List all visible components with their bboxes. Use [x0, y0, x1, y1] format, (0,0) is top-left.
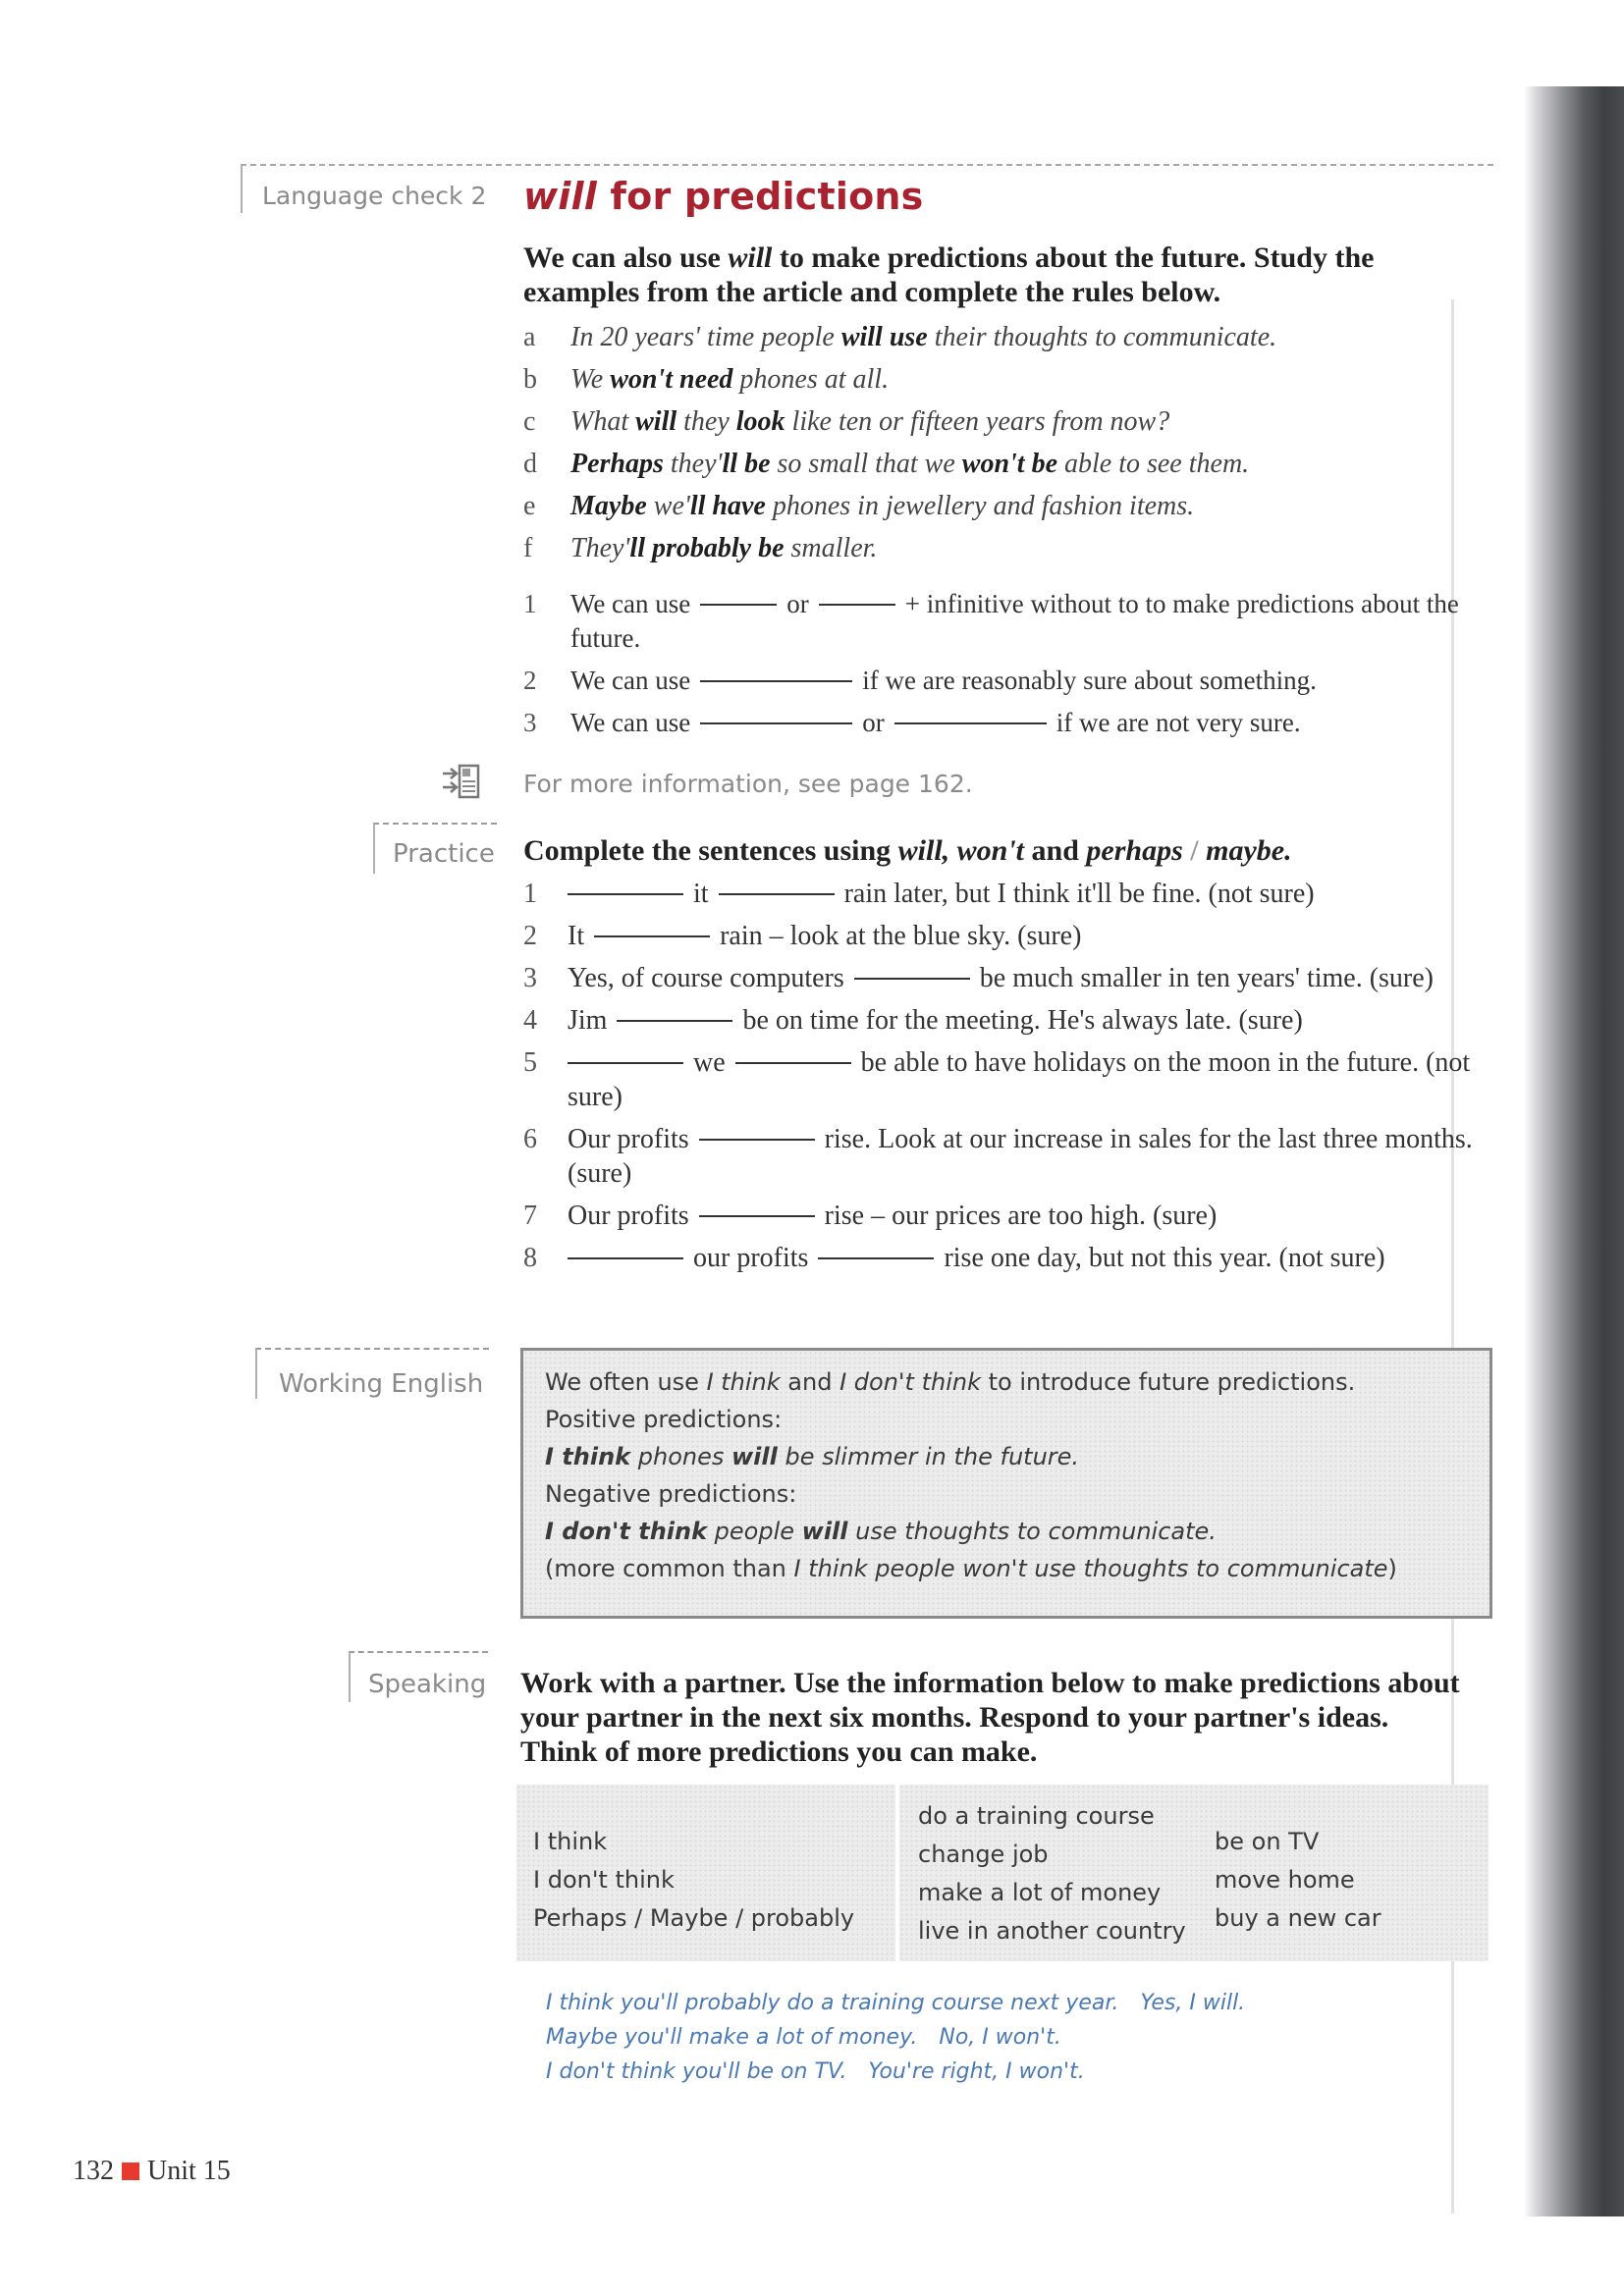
example-plain: like ten or fifteen years from now?: [785, 406, 1170, 437]
practice-text: be able to have holidays on the moon in the future. (not sure): [568, 1047, 1471, 1112]
we-text: ): [1387, 1555, 1397, 1582]
example-bold: will: [635, 406, 677, 437]
we-text: (more common than: [545, 1555, 794, 1582]
practice-number: 1: [523, 879, 537, 909]
rule-text: if we are not very sure.: [1056, 708, 1301, 737]
table-cell: move home: [1215, 1866, 1355, 1894]
rule-text: We can use: [570, 666, 691, 695]
working-english-box: [520, 1348, 1492, 1619]
example-plain: They': [570, 533, 630, 563]
answer-blank[interactable]: [854, 977, 970, 980]
rule-number: 2: [523, 666, 537, 695]
example-bold: won't be: [961, 449, 1057, 479]
practice-number: 3: [523, 963, 537, 993]
book-gutter-shadow: [1524, 86, 1624, 2216]
table-cell: make a lot of money: [918, 1879, 1162, 1906]
answer-blank[interactable]: [735, 1061, 851, 1064]
example-sentence: [523, 485, 1446, 527]
example-bold: ll be: [722, 449, 771, 479]
we-bold: will: [801, 1518, 848, 1545]
practice-item: [523, 1241, 1495, 1275]
practice-item: [523, 1003, 1495, 1038]
we-text: use thoughts to communicate.: [847, 1518, 1217, 1545]
practice-text: rise – our prices are too high. (sure): [824, 1201, 1218, 1231]
example-question: I think you'll probably do a training course next year.: [546, 1991, 1119, 2015]
we-text: people: [707, 1518, 802, 1545]
page-title: [523, 175, 923, 218]
we-line: Negative predictions:: [545, 1480, 797, 1508]
example-bold: Perhaps: [570, 449, 664, 479]
we-text: and: [780, 1368, 840, 1396]
speaking-label-box: [349, 1651, 488, 1702]
example-dialogue: [546, 2055, 1245, 2089]
example-response: Yes, I will.: [1140, 1991, 1246, 2015]
practice-item: [523, 1045, 1495, 1114]
example-question: Maybe you'll make a lot of money.: [546, 2025, 918, 2050]
we-italic: I don't think: [839, 1368, 981, 1396]
intro-text: [523, 240, 1486, 309]
example-bold: ll probably be: [629, 533, 785, 563]
example-text: [570, 491, 1194, 521]
working-english-label: Working English: [279, 1369, 484, 1399]
example-plain: What: [570, 406, 636, 437]
table-divider: [895, 1785, 899, 1961]
example-letter: b: [523, 364, 537, 395]
example-plain: phones at all.: [732, 364, 890, 395]
example-question: I don't think you'll be on TV.: [546, 2059, 847, 2084]
practice-text: it: [693, 879, 709, 909]
practice-number: 6: [523, 1124, 537, 1154]
page-number: 132: [73, 2156, 114, 2186]
cross-reference-icon: [441, 763, 482, 805]
table-cell: I think: [533, 1828, 608, 1855]
example-dialogue: [546, 1986, 1245, 2020]
example-plain: able to see them.: [1057, 449, 1250, 479]
we-bold: I don't think: [545, 1518, 708, 1545]
answer-blank[interactable]: [568, 1256, 683, 1259]
unit-label: Unit 15: [147, 2156, 231, 2186]
rule-text: or: [786, 589, 809, 618]
we-text: to introduce future predictions.: [980, 1368, 1356, 1396]
practice-item: [523, 1199, 1495, 1233]
rule-number: 3: [523, 708, 537, 737]
example-plain: we': [646, 491, 690, 521]
table-cell: be on TV: [1215, 1828, 1320, 1855]
rule-item: [523, 587, 1486, 656]
we-text: be slimmer in the future.: [777, 1443, 1080, 1470]
practice-text: Jim: [568, 1005, 608, 1036]
example-bold: will use: [840, 322, 928, 352]
speaking-label: Speaking: [368, 1670, 487, 1699]
we-line: Positive predictions:: [545, 1406, 783, 1433]
language-check-label-box: [241, 164, 517, 213]
practice-item: [523, 961, 1495, 995]
practice-text: Our profits: [568, 1124, 689, 1154]
answer-blank[interactable]: [699, 1138, 815, 1141]
speaking-instruction: Work with a partner. Use the information below to make predictions about your partner in the next six months. Respond to your partner's ideas. Think of more predictions you can make.: [520, 1667, 1460, 1768]
title-rest: for predictions: [596, 175, 924, 218]
we-bold: will: [731, 1443, 778, 1470]
example-letter: f: [523, 533, 533, 563]
example-plain: they: [677, 406, 736, 437]
example-text: [570, 406, 1169, 437]
practice-text: rain – look at the blue sky. (sure): [720, 921, 1082, 951]
rule-text: We can use: [570, 589, 691, 618]
answer-blank[interactable]: [700, 721, 852, 724]
we-line: [545, 1518, 1217, 1545]
we-bold: I think: [545, 1443, 631, 1470]
table-cell: Perhaps / Maybe / probably: [533, 1904, 855, 1932]
answer-blank[interactable]: [700, 679, 852, 682]
example-bold: ll have: [689, 491, 766, 521]
example-bold: Maybe: [570, 491, 647, 521]
practice-text: be much smaller in ten years' time. (sure): [979, 963, 1434, 993]
practice-label-box: [373, 823, 497, 874]
instr-italic: maybe.: [1206, 834, 1292, 867]
practice-item: [523, 877, 1495, 911]
answer-blank[interactable]: [700, 603, 777, 606]
practice-item: [523, 1122, 1495, 1191]
rule-text: We can use: [570, 708, 691, 737]
table-cell: I don't think: [533, 1866, 675, 1894]
page-footer: [73, 2156, 231, 2187]
rule-text: + infinitive without to to make predictions about the future.: [570, 589, 1459, 653]
example-plain: In 20 years' time people: [570, 322, 841, 352]
language-check-label: Language check 2: [262, 182, 487, 210]
practice-text: our profits: [693, 1243, 809, 1273]
practice-text: we: [693, 1047, 726, 1078]
speaking-examples: [546, 1986, 1245, 2089]
example-plain: so small that we: [770, 449, 962, 479]
answer-blank[interactable]: [568, 892, 683, 895]
table-cell: do a training course: [918, 1802, 1155, 1830]
practice-number: 5: [523, 1047, 537, 1078]
practice-text: rise. Look at our increase in sales for the last three months. (sure): [568, 1124, 1473, 1189]
we-line: [545, 1443, 1079, 1470]
instr-italic: will, won't: [897, 834, 1025, 867]
example-plain: their thoughts to communicate.: [927, 322, 1277, 352]
we-text: We often use: [545, 1368, 707, 1396]
example-letter: e: [523, 491, 536, 521]
practice-label: Practice: [393, 839, 495, 869]
example-text: [570, 364, 889, 395]
example-sentence: [523, 358, 1446, 400]
practice-text: rain later, but I think it'll be fine. (not sure): [843, 879, 1315, 909]
answer-blank[interactable]: [699, 1214, 815, 1217]
practice-text: be on time for the meeting. He's always late. (sure): [742, 1005, 1303, 1036]
practice-number: 2: [523, 921, 537, 951]
more-info[interactable]: [441, 764, 973, 803]
rule-text: if we are reasonably sure about something.: [862, 666, 1317, 695]
practice-text: It: [568, 921, 585, 951]
answer-blank[interactable]: [719, 892, 835, 895]
practice-text: Yes, of course computers: [568, 963, 844, 993]
we-line: [545, 1555, 1397, 1582]
example-letter: c: [523, 406, 536, 437]
practice-instruction: [523, 834, 1292, 868]
answer-blank[interactable]: [594, 934, 710, 937]
intro-part: We can also use: [523, 241, 729, 274]
answer-blank[interactable]: [818, 1256, 934, 1259]
example-dialogue: [546, 2020, 1245, 2055]
intro-italic: will: [728, 241, 773, 274]
instr-slash: /: [1182, 834, 1207, 867]
practice-number: 8: [523, 1243, 537, 1273]
example-response: No, I won't.: [939, 2025, 1061, 2050]
examples-list: [523, 316, 1446, 569]
instr-italic: perhaps: [1086, 834, 1183, 867]
example-text: [570, 322, 1276, 352]
table-cell: buy a new car: [1215, 1904, 1381, 1932]
example-sentence: [523, 400, 1446, 443]
example-letter: d: [523, 449, 537, 479]
answer-blank[interactable]: [819, 603, 895, 606]
example-sentence: [523, 527, 1446, 569]
we-italic: I think: [706, 1368, 781, 1396]
we-line: [545, 1368, 1355, 1396]
example-plain: smaller.: [784, 533, 878, 563]
example-text: [570, 533, 877, 563]
instr-part: and: [1024, 834, 1087, 867]
rule-text: or: [862, 708, 885, 737]
practice-number: 4: [523, 1005, 537, 1036]
table-cell: live in another country: [918, 1917, 1186, 1945]
rules-list: [523, 587, 1486, 748]
rule-number: 1: [523, 589, 537, 618]
example-letter: a: [523, 322, 536, 352]
example-response: You're right, I won't.: [868, 2059, 1085, 2084]
footer-square-icon: [122, 2163, 139, 2180]
practice-item: [523, 919, 1495, 953]
more-info-link[interactable]: For more information, see page 162.: [523, 770, 973, 798]
speaking-table: [516, 1785, 1489, 1961]
example-bold: won't need: [610, 364, 733, 395]
we-text: phones: [630, 1443, 731, 1470]
answer-blank[interactable]: [894, 721, 1047, 724]
practice-text: rise one day, but not this year. (not sure): [944, 1243, 1385, 1273]
working-english-label-box: [255, 1348, 489, 1399]
intro-part: to make predictions about the future. Study the examples from the article and complete the rules below.: [523, 241, 1375, 308]
title-italic: will: [523, 175, 597, 218]
practice-text: Our profits: [568, 1201, 689, 1231]
answer-blank[interactable]: [617, 1019, 732, 1022]
example-plain: phones in jewellery and fashion items.: [765, 491, 1195, 521]
example-sentence: [523, 443, 1446, 485]
example-sentence: [523, 316, 1446, 358]
we-italic: I think people won't use thoughts to communicate: [793, 1555, 1388, 1582]
practice-number: 7: [523, 1201, 537, 1231]
rule-item: [523, 706, 1486, 740]
example-plain: We: [570, 364, 611, 395]
practice-list: [523, 877, 1495, 1283]
instr-part: Complete the sentences using: [523, 834, 898, 867]
rule-item: [523, 664, 1486, 698]
table-cell: change job: [918, 1841, 1049, 1868]
answer-blank[interactable]: [568, 1061, 683, 1064]
example-bold: look: [735, 406, 785, 437]
example-text: [570, 449, 1249, 479]
example-plain: they': [663, 449, 723, 479]
